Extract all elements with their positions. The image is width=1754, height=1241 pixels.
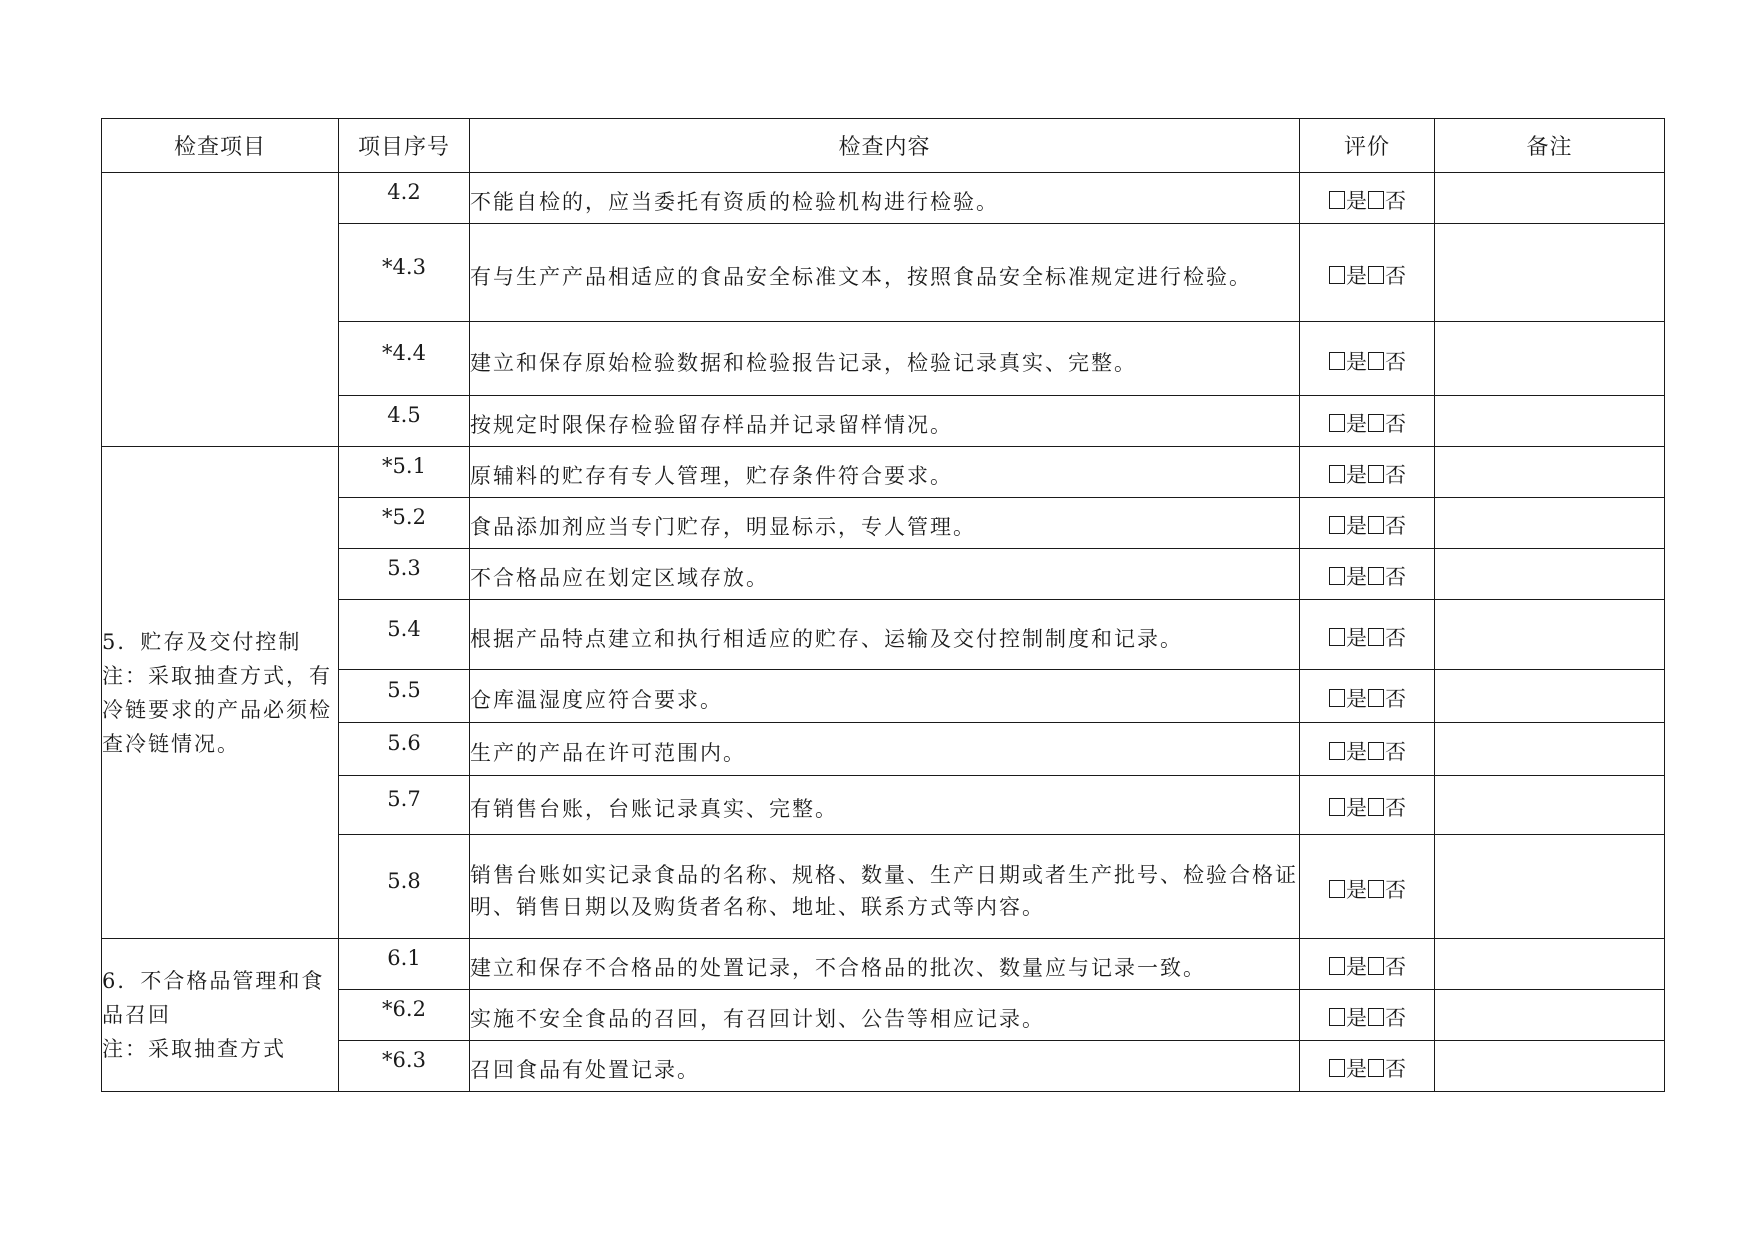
no-checkbox[interactable]: [1368, 1008, 1384, 1026]
remarks-cell[interactable]: [1435, 549, 1665, 600]
evaluation-cell: [1300, 549, 1435, 600]
category-cell-4: [102, 173, 339, 447]
yes-label: 是: [1346, 877, 1367, 902]
yes-checkbox[interactable]: [1329, 191, 1345, 209]
no-label: 否: [1385, 463, 1406, 487]
content-cell: 不能自检的，应当委托有资质的检验机构进行检验。: [470, 173, 1300, 224]
content-cell: 销售台账如实记录食品的名称、规格、数量、生产日期或者生产批号、检验合格证明、销售日期以及购货者名称、地址、联系方式等内容。: [470, 835, 1300, 939]
remarks-cell[interactable]: [1435, 498, 1665, 549]
seq-cell: 5.8: [339, 835, 470, 939]
content-cell: 有销售台账，台账记录真实、完整。: [470, 776, 1300, 835]
evaluation-cell: [1300, 723, 1435, 776]
evaluation-cell: [1300, 1041, 1435, 1092]
content-cell: 按规定时限保存检验留存样品并记录留样情况。: [470, 396, 1300, 447]
content-cell: 实施不安全食品的召回，有召回计划、公告等相应记录。: [470, 990, 1300, 1041]
header-evaluation: 评价: [1300, 119, 1435, 173]
table-row: [102, 939, 1665, 990]
content-cell: 根据产品特点建立和执行相适应的贮存、运输及交付控制制度和记录。: [470, 600, 1300, 670]
no-checkbox[interactable]: [1368, 465, 1384, 483]
yes-label: 是: [1346, 625, 1367, 650]
yes-label: 是: [1346, 412, 1367, 436]
seq-cell: *5.2: [339, 498, 470, 549]
seq-cell: *5.1: [339, 447, 470, 498]
no-label: 否: [1385, 1006, 1406, 1030]
seq-cell: *4.4: [339, 322, 470, 396]
no-checkbox[interactable]: [1368, 414, 1384, 432]
category-cell-6: 6．不合格品管理和食品召回 注：采取抽查方式: [102, 939, 339, 1092]
remarks-cell[interactable]: [1435, 939, 1665, 990]
remarks-cell[interactable]: [1435, 224, 1665, 322]
no-checkbox[interactable]: [1368, 689, 1384, 707]
no-checkbox[interactable]: [1368, 516, 1384, 534]
content-cell: 召回食品有处置记录。: [470, 1041, 1300, 1092]
evaluation-cell: [1300, 600, 1435, 670]
evaluation-cell: [1300, 498, 1435, 549]
no-checkbox[interactable]: [1368, 266, 1384, 284]
yes-label: 是: [1346, 955, 1367, 979]
yes-checkbox[interactable]: [1329, 352, 1345, 370]
remarks-cell[interactable]: [1435, 396, 1665, 447]
remarks-cell[interactable]: [1435, 723, 1665, 776]
remarks-cell[interactable]: [1435, 835, 1665, 939]
content-cell: 有与生产产品相适应的食品安全标准文本，按照食品安全标准规定进行检验。: [470, 224, 1300, 322]
no-checkbox[interactable]: [1368, 957, 1384, 975]
evaluation-cell: [1300, 322, 1435, 396]
yes-checkbox[interactable]: [1329, 689, 1345, 707]
no-label: 否: [1385, 565, 1406, 589]
yes-label: 是: [1346, 1006, 1367, 1030]
yes-checkbox[interactable]: [1329, 880, 1345, 898]
no-checkbox[interactable]: [1368, 628, 1384, 646]
content-cell: 不合格品应在划定区域存放。: [470, 549, 1300, 600]
no-checkbox[interactable]: [1368, 742, 1384, 760]
yes-label: 是: [1346, 463, 1367, 487]
seq-cell: 6.1: [339, 939, 470, 990]
yes-label: 是: [1346, 514, 1367, 538]
no-checkbox[interactable]: [1368, 1059, 1384, 1077]
yes-checkbox[interactable]: [1329, 742, 1345, 760]
no-checkbox[interactable]: [1368, 880, 1384, 898]
no-label: 否: [1385, 1057, 1406, 1081]
table-row: [102, 173, 1665, 224]
remarks-cell[interactable]: [1435, 173, 1665, 224]
yes-label: 是: [1346, 189, 1367, 213]
seq-cell: *4.3: [339, 224, 470, 322]
remarks-cell[interactable]: [1435, 322, 1665, 396]
seq-cell: 4.2: [339, 173, 470, 224]
evaluation-cell: [1300, 990, 1435, 1041]
yes-checkbox[interactable]: [1329, 465, 1345, 483]
evaluation-cell: [1300, 670, 1435, 723]
no-checkbox[interactable]: [1368, 352, 1384, 370]
yes-checkbox[interactable]: [1329, 567, 1345, 585]
no-label: 否: [1385, 740, 1406, 764]
evaluation-cell: [1300, 447, 1435, 498]
seq-cell: *6.3: [339, 1041, 470, 1092]
seq-cell: 5.4: [339, 600, 470, 670]
header-category: 检查项目: [102, 119, 339, 173]
no-label: 否: [1385, 189, 1406, 213]
content-cell: 食品添加剂应当专门贮存，明显标示，专人管理。: [470, 498, 1300, 549]
content-cell: 建立和保存不合格品的处置记录，不合格品的批次、数量应与记录一致。: [470, 939, 1300, 990]
yes-label: 是: [1346, 687, 1367, 711]
remarks-cell[interactable]: [1435, 447, 1665, 498]
header-row: [102, 119, 1665, 173]
inspection-table: [101, 118, 1665, 1092]
header-remarks: 备注: [1435, 119, 1665, 173]
no-label: 否: [1385, 687, 1406, 711]
yes-checkbox[interactable]: [1329, 1059, 1345, 1077]
yes-checkbox[interactable]: [1329, 798, 1345, 816]
content-cell: 生产的产品在许可范围内。: [470, 723, 1300, 776]
seq-cell: 5.3: [339, 549, 470, 600]
no-label: 否: [1385, 412, 1406, 436]
evaluation-cell: [1300, 776, 1435, 835]
yes-label: 是: [1346, 796, 1367, 820]
remarks-cell[interactable]: [1435, 776, 1665, 835]
yes-label: 是: [1346, 740, 1367, 764]
header-seq: 项目序号: [339, 119, 470, 173]
seq-cell: 5.5: [339, 670, 470, 723]
yes-label: 是: [1346, 565, 1367, 589]
seq-cell: 5.7: [339, 776, 470, 835]
no-label: 否: [1385, 625, 1406, 650]
yes-label: 是: [1346, 349, 1367, 374]
no-checkbox[interactable]: [1368, 798, 1384, 816]
no-label: 否: [1385, 263, 1406, 288]
seq-cell: *6.2: [339, 990, 470, 1041]
yes-checkbox[interactable]: [1329, 628, 1345, 646]
category-cell-5: 5．贮存及交付控制 注：采取抽查方式，有冷链要求的产品必须检查冷链情况。: [102, 447, 339, 939]
remarks-cell[interactable]: [1435, 670, 1665, 723]
content-cell: 建立和保存原始检验数据和检验报告记录，检验记录真实、完整。: [470, 322, 1300, 396]
yes-checkbox[interactable]: [1329, 957, 1345, 975]
no-label: 否: [1385, 514, 1406, 538]
no-checkbox[interactable]: [1368, 567, 1384, 585]
remarks-cell[interactable]: [1435, 1041, 1665, 1092]
no-checkbox[interactable]: [1368, 191, 1384, 209]
seq-cell: 4.5: [339, 396, 470, 447]
evaluation-cell: [1300, 224, 1435, 322]
evaluation-cell: [1300, 396, 1435, 447]
no-label: 否: [1385, 796, 1406, 820]
yes-checkbox[interactable]: [1329, 414, 1345, 432]
no-label: 否: [1385, 955, 1406, 979]
header-content: 检查内容: [470, 119, 1300, 173]
evaluation-cell: [1300, 939, 1435, 990]
yes-label: 是: [1346, 263, 1367, 288]
evaluation-cell: [1300, 835, 1435, 939]
yes-checkbox[interactable]: [1329, 516, 1345, 534]
no-label: 否: [1385, 349, 1406, 374]
content-cell: 仓库温湿度应符合要求。: [470, 670, 1300, 723]
yes-checkbox[interactable]: [1329, 266, 1345, 284]
remarks-cell[interactable]: [1435, 600, 1665, 670]
seq-cell: 5.6: [339, 723, 470, 776]
no-label: 否: [1385, 877, 1406, 902]
table-row: [102, 447, 1665, 498]
content-cell: 原辅料的贮存有专人管理，贮存条件符合要求。: [470, 447, 1300, 498]
remarks-cell[interactable]: [1435, 990, 1665, 1041]
yes-label: 是: [1346, 1057, 1367, 1081]
yes-checkbox[interactable]: [1329, 1008, 1345, 1026]
evaluation-cell: [1300, 173, 1435, 224]
